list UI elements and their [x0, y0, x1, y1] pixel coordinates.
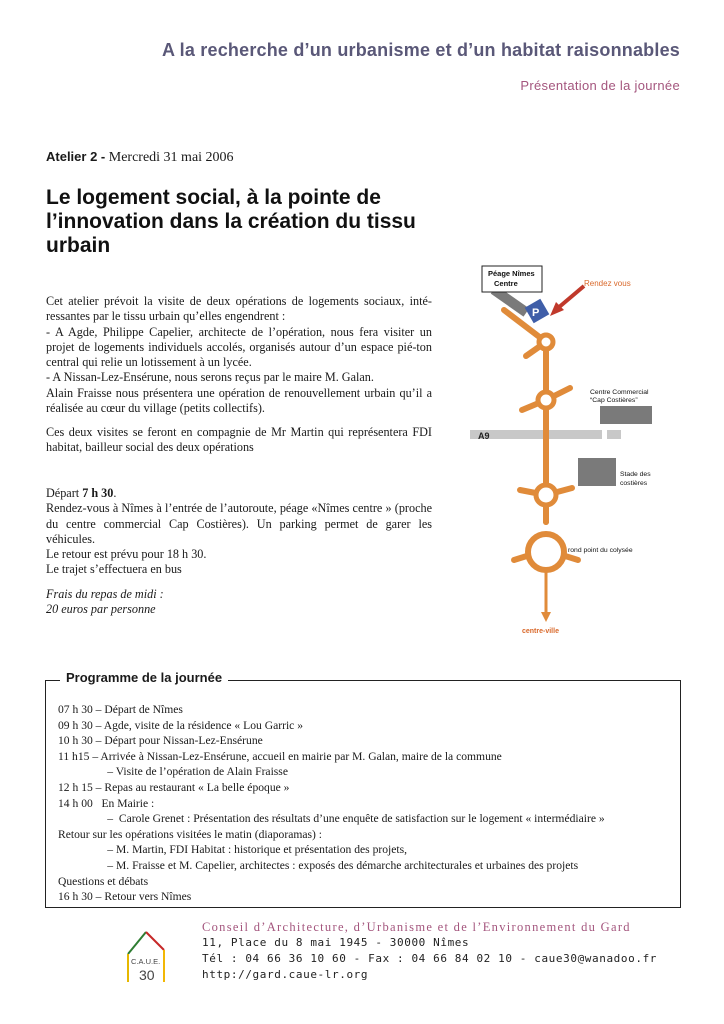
centre-ville-label: centre-ville: [522, 628, 559, 635]
logo-text: C.A.U.E.: [131, 957, 161, 966]
logistics-paragraph: Rendez-vous à Nîmes à l’entrée de l’autoroute, péage «Nîmes centre » (proche du centre commercial Cap Costières). Un parking permet de garer les véhicules.: [46, 501, 432, 546]
peage-label: Centre: [494, 279, 518, 288]
header-subtitle: Présentation de la journée: [520, 78, 680, 93]
centre-commercial-building: [600, 406, 652, 424]
caue-logo: [124, 920, 190, 984]
intro-paragraph: Cet atelier prévoit la visite de deux opérations de logements sociaux, inté-ressantes par le tissu urbain qu’elles engendrent :: [46, 294, 432, 324]
stade-label: costières: [620, 480, 648, 487]
header-title: A la recherche d’un urbanisme et d’un habitat raisonnables: [161, 40, 680, 60]
company-text: [46, 425, 432, 456]
logistics-paragraph: Le trajet s’effectuera en bus: [46, 562, 182, 577]
stade-building: [578, 458, 616, 486]
programme-item: – Carole Grenet : Présentation des résultats d’une enquête de satisfaction sur le logement « intermédiaire »: [58, 812, 605, 826]
rond-point-label: rond point du colysée: [568, 547, 633, 554]
meal-line: [46, 602, 432, 617]
logo-roof-right: [146, 932, 164, 950]
meal-text: [46, 587, 432, 618]
rendez-vous-label: Rendez vous: [584, 279, 631, 288]
access-map: [466, 260, 716, 640]
footer-organisation: Conseil d’Architecture, d’Urbanisme et de l’Environnement du Gard: [202, 920, 631, 934]
footer-address: 11, Place du 8 mai 1945 - 30000 Nîmes: [202, 936, 470, 949]
meal-price: 20 euros par personne: [46, 602, 156, 617]
footer-website-link[interactable]: http://gard.caue-lr.org: [202, 968, 369, 981]
programme-item: 10 h 30 – Départ pour Nissan-Lez-Ensérune: [58, 734, 263, 748]
programme-item: – M. Martin, FDI Habitat : historique et présentation des projets,: [58, 843, 408, 857]
meal-label: Frais du repas de midi :: [46, 587, 164, 601]
programme-item: 09 h 30 – Agde, visite de la résidence « Lou Garric »: [58, 718, 304, 732]
depart-end: .: [113, 486, 117, 500]
intro-paragraph: - A Agde, Philippe Capelier, architecte de l’opération, nous fera visiter un projet de logements individuels accolés, organisés autour d’un espace pié-ton central qui relie un lotissement à un lycée.: [46, 324, 432, 370]
roundabout: [539, 335, 553, 349]
centre-commercial-label: “Cap Costières”: [590, 397, 638, 404]
centre-commercial-label: Centre Commercial: [590, 389, 649, 396]
logistics-text: [46, 486, 432, 578]
depart-line: [46, 486, 432, 501]
intro-text: [46, 294, 432, 416]
logo-number: 30: [139, 967, 155, 983]
programme-item: Questions et débats: [58, 874, 149, 888]
roundabout: [538, 392, 554, 408]
programme-item: – M. Fraisse et M. Capelier, architectes : exposés des démarche architecturales et urbaines des projets: [58, 858, 579, 872]
logo-roof-left: [128, 932, 146, 954]
parking-icon: P: [532, 307, 540, 319]
a9-label: A9: [478, 431, 490, 441]
logistics-paragraph: Le retour est prévu pour 18 h 30.: [46, 547, 207, 562]
stade-label: Stade des: [620, 471, 651, 478]
programme-item: – Visite de l’opération de Alain Fraisse: [58, 765, 288, 779]
programme-item: 07 h 30 – Départ de Nîmes: [58, 703, 183, 716]
programme-item: Retour sur les opérations visitées le matin (diaporamas) :: [58, 827, 323, 841]
programme-title: Programme de la journée: [60, 670, 228, 685]
peage-label: Péage Nîmes: [488, 269, 535, 278]
programme-item: 12 h 15 – Repas au restaurant « La belle époque »: [58, 780, 290, 794]
depart-label: Départ: [46, 486, 83, 500]
arrow-down-icon: [541, 612, 551, 622]
depart-time: 7 h 30: [82, 486, 114, 500]
roundabout: [536, 485, 556, 505]
programme-list: [58, 702, 678, 905]
programme-item: 16 h 30 – Retour vers Nîmes: [58, 890, 192, 904]
programme-item: 14 h 00 En Mairie :: [58, 796, 155, 810]
roundabout-colysee: [528, 534, 564, 570]
atelier-line: [46, 149, 234, 166]
programme-item: 11 h15 – Arrivée à Nissan-Lez-Ensérune, accueil en mairie par M. Galan, maire de la commune: [58, 749, 502, 763]
intro-paragraph: Alain Fraisse nous présentera une opération de renouvellement urbain qu’il a réalisée au cœur du village (petits collectifs).: [46, 385, 432, 416]
footer-contact: Tél : 04 66 36 10 60 - Fax : 04 66 84 02 10 - caue30@wanadoo.fr: [202, 952, 658, 965]
atelier-date: Mercredi 31 mai 2006: [105, 150, 234, 165]
meal-line: [46, 587, 432, 602]
main-title: Le logement social, à la pointe de l’innovation dans la création du tissu urbain: [46, 186, 416, 257]
rendez-vous-arrow: [558, 286, 584, 308]
intro-paragraph: - A Nissan-Lez-Ensérune, nous serons reçus par le maire M. Galan.: [46, 370, 374, 385]
company-paragraph: Ces deux visites se feront en compagnie de Mr Martin qui représentera FDI habitat, bailleur social des deux opérations: [46, 425, 432, 455]
a9-motorway: [470, 430, 602, 439]
a9-motorway-end: [607, 430, 621, 439]
atelier-label: Atelier 2 -: [46, 149, 106, 164]
